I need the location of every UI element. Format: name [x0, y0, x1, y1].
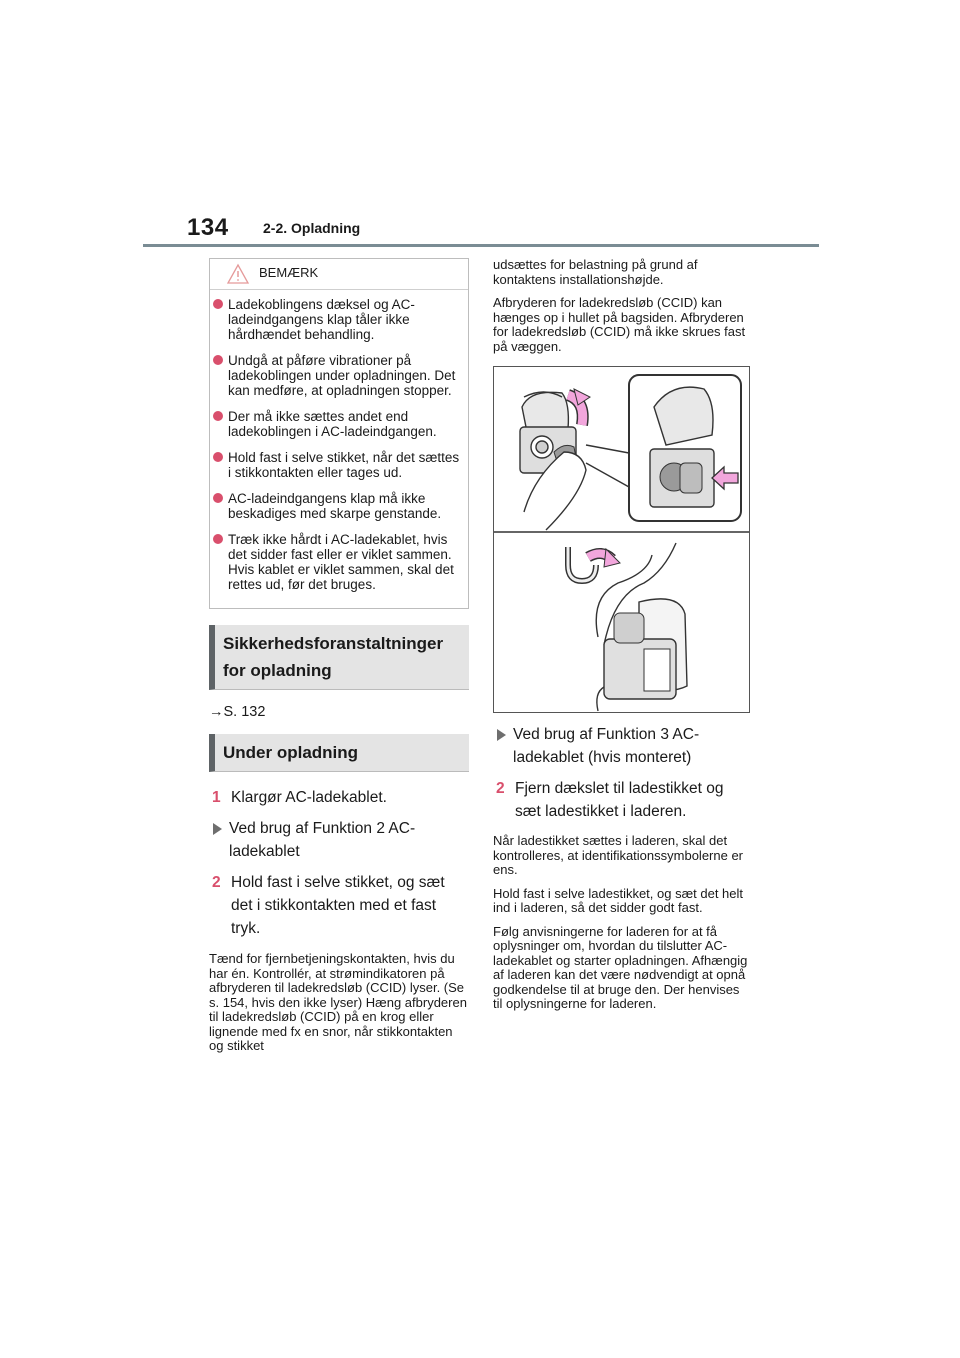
paragraph: Tænd for fjernbetjeningskontakten, hvis du har én. Kontrollér, at strømindikatoren på afbryderen til ladekredsløb (CCID) lyser. (Se s. 154, hvis den ikke lyser) Hæng afbryderen til ladekredsløb (CCID) på en krog eller lignende med fx en snor, når stikkontakten og stikket	[209, 951, 467, 1053]
section-title: 2-2. Opladning	[263, 220, 361, 236]
bullet-icon	[213, 355, 223, 365]
sub-heading-function-2	[209, 817, 469, 863]
bullet-icon	[213, 452, 223, 462]
left-column	[209, 258, 469, 1054]
step-text: Hold fast i selve stikket, og sæt det i stikkontakten med et fast tryk.	[231, 874, 445, 937]
illustration-graphic	[494, 367, 749, 712]
notice-item	[210, 402, 468, 443]
triangle-marker-icon	[497, 729, 506, 741]
notice-item-text: Hold fast i selve stikket, når det sættes i stikkontakten eller tages ud.	[228, 450, 460, 480]
sub-heading-text: Ved brug af Funktion 3 AC-ladekablet (hvis monteret)	[513, 726, 700, 766]
step-text: Klargør AC-ladekablet.	[231, 789, 387, 806]
step-number: 1	[212, 789, 221, 806]
paragraph: udsættes for belastning på grund af kontaktens installationshøjde.	[493, 257, 698, 287]
sub-heading-text: Ved brug af Funktion 2 AC-ladekablet	[229, 820, 416, 860]
notice-item	[210, 525, 468, 596]
step-1	[209, 786, 469, 809]
paragraph: Hold fast i selve ladestikket, og sæt det helt ind i laderen, så det sidder godt fast.	[493, 885, 744, 915]
step-2	[209, 871, 469, 940]
notice-item	[210, 290, 468, 346]
notice-item	[210, 443, 468, 484]
paragraph: Når ladestikket sættes i laderen, skal det kontrolleres, at identifikationssymbolerne er ens.	[493, 833, 744, 877]
notice-item-text: Undgå at påføre vibrationer på ladekoblingen under opladningen. Det kan medføre, at opladningen stopper.	[228, 353, 456, 398]
bullet-icon	[213, 493, 223, 503]
bullet-icon	[213, 299, 223, 309]
notice-box	[209, 258, 469, 609]
notice-header	[210, 259, 468, 290]
notice-item-text: Der må ikke sættes andet end ladekoblingen i AC-ladeindgangen.	[228, 409, 437, 439]
safety-heading: Sikkerhedsforanstaltninger for opladning	[209, 625, 469, 690]
sub-heading-function-3	[493, 723, 750, 769]
step-text: Fjern dækslet til ladestikket og sæt ladestikket i laderen.	[515, 780, 724, 820]
page-reference-link[interactable]: →S. 132	[209, 704, 266, 720]
warning-triangle-icon	[226, 263, 250, 285]
paragraph: Følg anvisningerne for laderen for at få oplysninger om, hvordan du tilslutter AC-ladekablet og starter opladningen. Afhængig af laderen kan det være nødvendigt at opnå godkendelse til at bruge den. Der henvises til oplysningerne for laderen.	[493, 923, 748, 1011]
step-2-right	[493, 777, 750, 823]
page-number: 134	[187, 214, 229, 241]
bullet-icon	[213, 411, 223, 421]
notice-item	[210, 484, 468, 525]
triangle-marker-icon	[213, 823, 222, 835]
header-rule	[143, 244, 819, 247]
during-charging-heading: Under opladning	[209, 734, 469, 772]
step-number: 2	[212, 874, 221, 891]
notice-item-text: Ladekoblingens dæksel og AC-ladeindgangens klap tåler ikke hårdhændet behandling.	[228, 297, 415, 342]
notice-item-text: Træk ikke hårdt i AC-ladekablet, hvis det sidder fast eller er viklet sammen. Hvis kablet er viklet sammen, skal det rettes ud, før det bruges.	[228, 532, 454, 592]
notice-item	[210, 346, 468, 402]
paragraph: Afbryderen for ladekredsløb (CCID) kan hænges op i hullet på bagsiden. Afbryderen for ladekredsløb (CCID) må ikke skrues fast på væggen.	[493, 295, 746, 354]
notice-title: BEMÆRK	[259, 265, 319, 280]
bullet-icon	[213, 534, 223, 544]
charging-illustration	[493, 366, 750, 713]
notice-item-text: AC-ladeindgangens klap må ikke beskadiges med skarpe genstande.	[228, 491, 442, 521]
right-column	[493, 258, 750, 1012]
step-number: 2	[496, 780, 505, 797]
